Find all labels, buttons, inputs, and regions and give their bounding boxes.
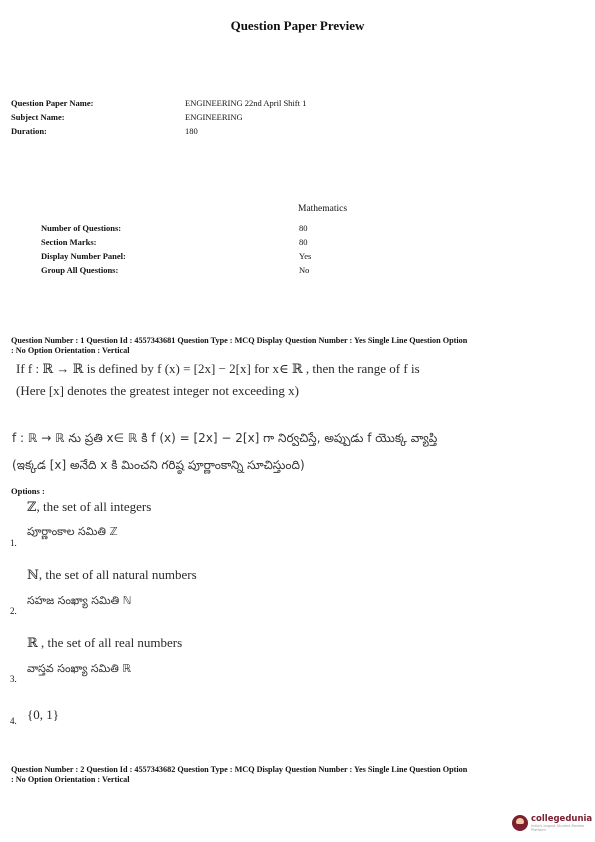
question-2-header-line1: Question Number : 2 Question Id : 4557343682 Question Type : MCQ Display Question Number : Yes Single Line Question Option <box>11 765 468 774</box>
group-questions-label: Group All Questions: <box>41 265 119 275</box>
paper-name-value: ENGINEERING 22nd April Shift 1 <box>185 98 307 108</box>
option-3-text-en: ℝ , the set of all real numbers <box>27 635 183 650</box>
option-4-text-en: {0, 1} <box>27 707 59 722</box>
page-title: Question Paper Preview <box>230 18 365 33</box>
num-questions-value: 80 <box>299 223 308 233</box>
collegedunia-logo <box>512 812 592 834</box>
duration-value: 180 <box>185 126 198 136</box>
option-1-text-en: ℤ, the set of all integers <box>27 499 152 514</box>
question-2-header-line2: : No Option Orientation : Vertical <box>11 774 130 784</box>
question-1-text-en: If f : ℝ → ℝ is defined by f (x) = [2x] − 2[x] for x∈ ℝ , then the range of f is <box>16 361 420 376</box>
section-marks-label: Section Marks: <box>41 237 97 247</box>
option-3-number: 3. <box>10 674 17 684</box>
section-name: Mathematics <box>298 204 348 214</box>
display-panel-label: Display Number Panel: <box>41 251 126 261</box>
option-2-text-en: ℕ, the set of all natural numbers <box>27 567 197 582</box>
subject-name-value: ENGINEERING <box>185 112 243 122</box>
logo-mascot-icon <box>512 815 528 831</box>
duration-label: Duration: <box>11 126 47 136</box>
question-1-text-te: f : ℝ → ℝ ను ప్రతి x∈ ℝ కి f (x) = [2x] − 2[x] గా నిర్వచిస్తే, అప్పుడు f యొక్క వ్యాప్తి <box>12 431 438 445</box>
display-panel-value: Yes <box>299 251 312 261</box>
paper-name-label: Question Paper Name: <box>11 98 94 108</box>
group-questions-value: No <box>299 265 310 275</box>
num-questions-label: Number of Questions: <box>41 223 122 233</box>
subject-name-label: Subject Name: <box>11 112 65 122</box>
question-1-note-te: (ఇక్కడ [x] అనేది x కి మించని గరిష్ఠ పూర్ణాంకాన్ని సూచిస్తుంది) <box>12 458 305 472</box>
section-marks-value: 80 <box>299 237 308 247</box>
options-label: Options : <box>11 486 45 496</box>
option-4-number: 4. <box>10 716 17 726</box>
logo-tagline: India's largest Student Review Platform <box>531 823 585 832</box>
option-2-text-te: సహజ సంఖ్యా సమితి ℕ <box>27 594 132 607</box>
option-1-text-te: పూర్ణాంకాల సమితి ℤ <box>27 525 118 538</box>
question-1-header-line2: : No Option Orientation : Vertical <box>11 345 130 355</box>
option-1-number: 1. <box>10 538 17 548</box>
question-1-header <box>11 336 585 355</box>
question-1-header-line1: Question Number : 1 Question Id : 4557343681 Question Type : MCQ Display Question Number : Yes Single Line Question Option <box>11 336 468 345</box>
option-3-text-te: వాస్తవ సంఖ్యా సమితి ℝ <box>27 662 132 675</box>
question-2-header <box>11 765 585 784</box>
logo-text: collegedunia <box>531 813 593 824</box>
option-2-number: 2. <box>10 606 17 616</box>
question-1-note-en: (Here [x] denotes the greatest integer not exceeding x) <box>16 383 299 398</box>
